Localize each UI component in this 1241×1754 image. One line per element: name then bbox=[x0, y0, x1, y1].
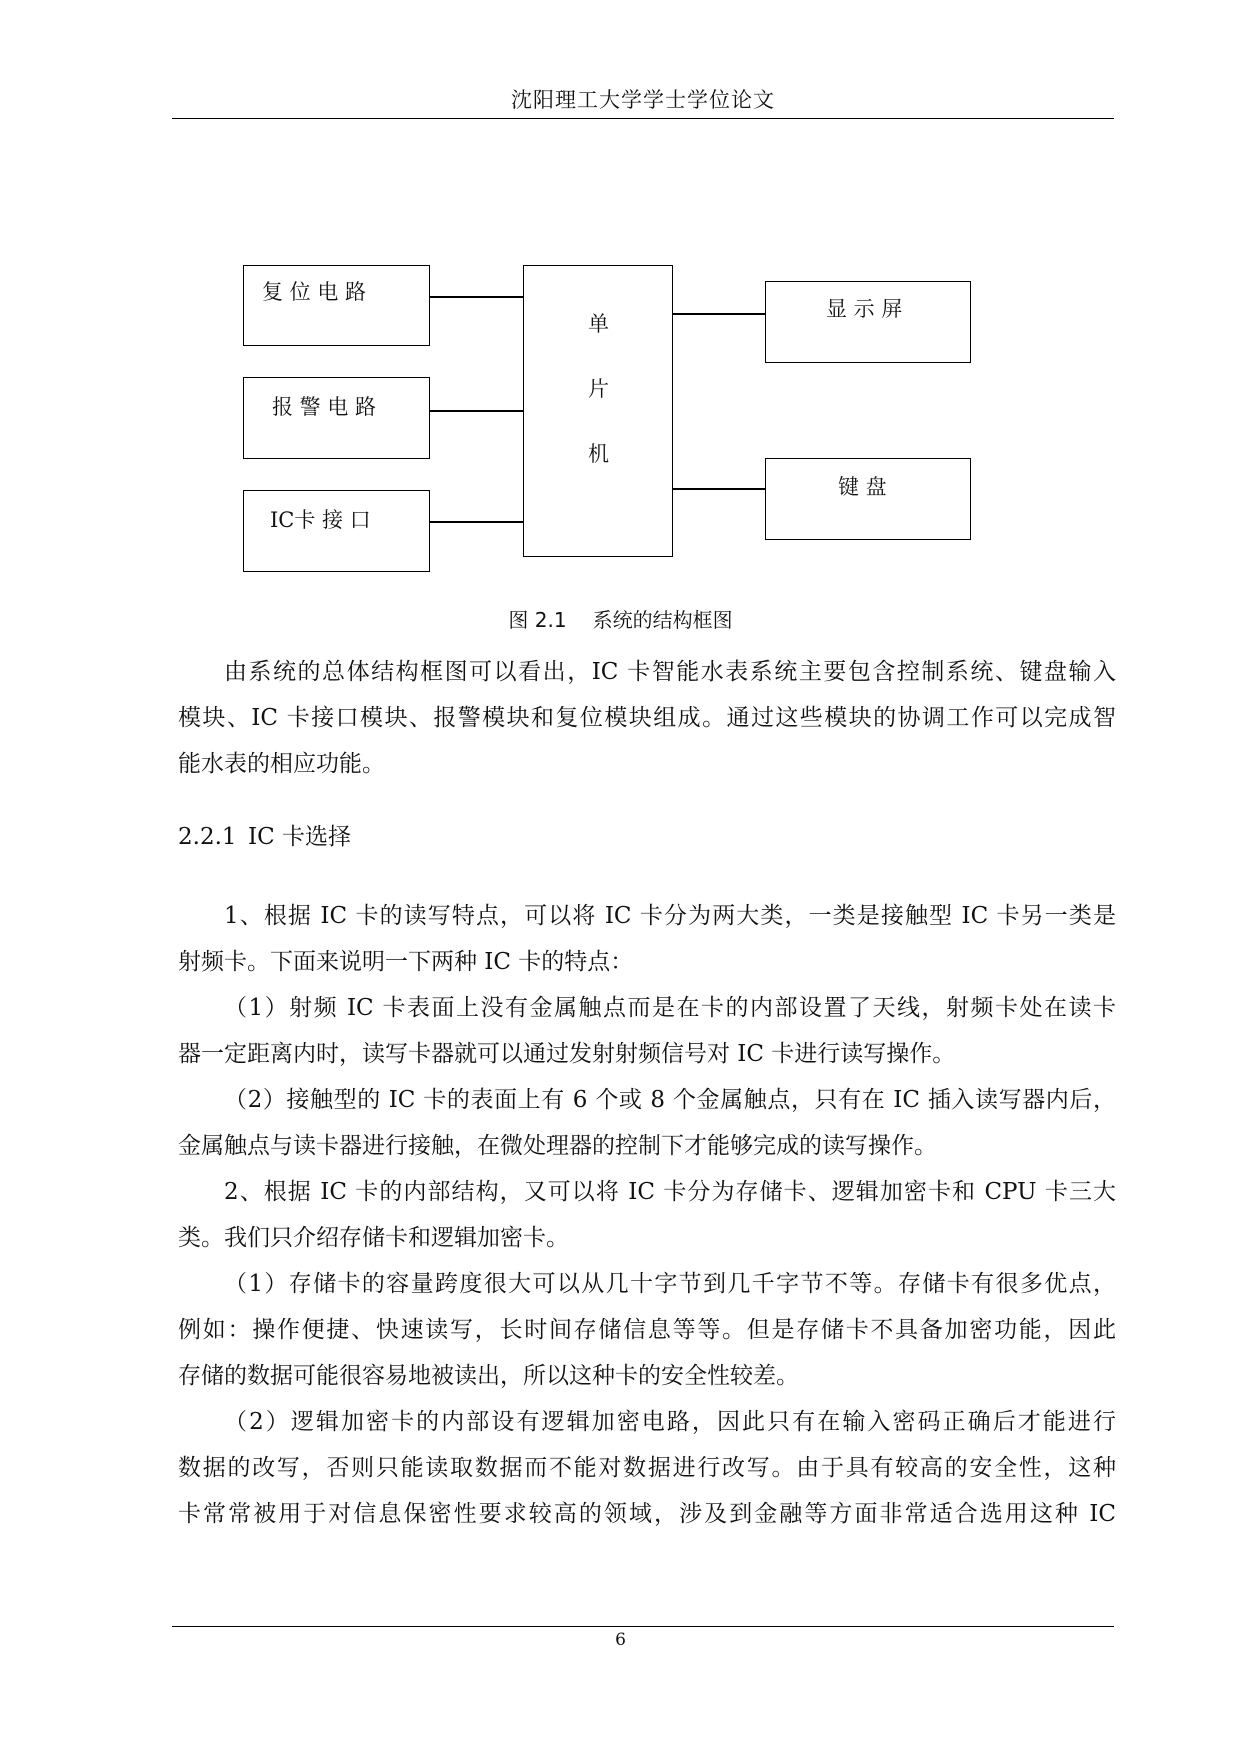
mcu-label-3: 机 bbox=[588, 442, 609, 466]
alarm-circuit-label: 报 警 电 路 bbox=[272, 395, 377, 419]
text-line: 2、根据 IC 卡的内部结构，又可以将 IC 卡分为存储卡、逻辑加密卡和 CPU 卡三大 bbox=[224, 1179, 1116, 1205]
text-line: （2）逻辑加密卡的内部设有逻辑加密电路，因此只有在输入密码正确后才能进行 bbox=[224, 1409, 1116, 1435]
page-number: 6 bbox=[615, 1630, 626, 1650]
text-line: 模块、IC 卡接口模块、报警模块和复位模块组成。通过这些模块的协调工作可以完成智 bbox=[178, 705, 1116, 731]
figure-caption bbox=[0, 604, 1241, 633]
wire-ic-to-mcu bbox=[430, 521, 523, 523]
text-line: 例如：操作便捷、快速读写，长时间存储信息等等。但是存储卡不具备加密功能，因此 bbox=[178, 1317, 1116, 1343]
text-line: （1）存储卡的容量跨度很大可以从几十字节到几千字节不等。存储卡有很多优点， bbox=[224, 1271, 1116, 1297]
text-line: 器一定距离内时，读写卡器就可以通过发射射频信号对 IC 卡进行读写操作。 bbox=[178, 1041, 956, 1067]
text-line: 1、根据 IC 卡的读写特点，可以将 IC 卡分为两大类，一类是接触型 IC 卡另一类是 bbox=[224, 903, 1116, 929]
mcu-block bbox=[523, 265, 673, 557]
figure-caption-number: 图 2.1 bbox=[508, 608, 567, 632]
section-heading bbox=[178, 818, 351, 851]
ic-card-interface-label: IC卡 接 口 bbox=[270, 508, 371, 532]
display-block bbox=[765, 281, 971, 363]
reset-circuit-block bbox=[243, 265, 430, 346]
keyboard-label: 键 盘 bbox=[838, 475, 887, 499]
wire-alarm-to-mcu bbox=[430, 410, 523, 412]
reset-circuit-label: 复 位 电 路 bbox=[262, 280, 367, 304]
wire-mcu-to-keyboard bbox=[673, 488, 765, 490]
section-number: 2.2.1 bbox=[178, 824, 237, 850]
text-line: （2）接触型的 IC 卡的表面上有 6 个或 8 个金属触点，只有在 IC 插入读写器内后， bbox=[224, 1087, 1116, 1113]
wire-reset-to-mcu bbox=[430, 296, 523, 298]
system-block-diagram bbox=[0, 0, 1241, 600]
mcu-label-1: 单 bbox=[588, 312, 609, 336]
text-line: 卡常常被用于对信息保密性要求较高的领域，涉及到金融等方面非常适合选用这种 IC bbox=[178, 1501, 1116, 1527]
text-line: （1）射频 IC 卡表面上没有金属触点而是在卡的内部设置了天线，射频卡处在读卡 bbox=[224, 995, 1116, 1021]
text-line: 存储的数据可能很容易地被读出，所以这种卡的安全性较差。 bbox=[178, 1363, 799, 1389]
text-line: 金属触点与读卡器进行接触，在微处理器的控制下才能够完成的读写操作。 bbox=[178, 1133, 937, 1159]
text-line: 能水表的相应功能。 bbox=[178, 751, 385, 777]
keyboard-block bbox=[765, 458, 971, 540]
figure-caption-text: 系统的结构框图 bbox=[592, 608, 733, 632]
mcu-label-2: 片 bbox=[588, 377, 609, 401]
running-header: 沈阳理工大学学士学位论文 bbox=[511, 88, 775, 112]
text-line: 数据的改写，否则只能读取数据而不能对数据进行改写。由于具有较高的安全性，这种 bbox=[178, 1455, 1116, 1481]
text-line: 类。我们只介绍存储卡和逻辑加密卡。 bbox=[178, 1225, 569, 1251]
wire-mcu-to-display bbox=[673, 313, 765, 315]
footer-rule bbox=[172, 1626, 1114, 1627]
alarm-circuit-block bbox=[243, 377, 430, 459]
section-title: IC 卡选择 bbox=[248, 824, 351, 850]
ic-card-interface-block bbox=[243, 490, 430, 572]
text-line: 由系统的总体结构框图可以看出，IC 卡智能水表系统主要包含控制系统、键盘输入 bbox=[224, 659, 1116, 685]
text-line: 射频卡。下面来说明一下两种 IC 卡的特点： bbox=[178, 949, 634, 975]
display-label: 显 示 屏 bbox=[826, 297, 903, 321]
